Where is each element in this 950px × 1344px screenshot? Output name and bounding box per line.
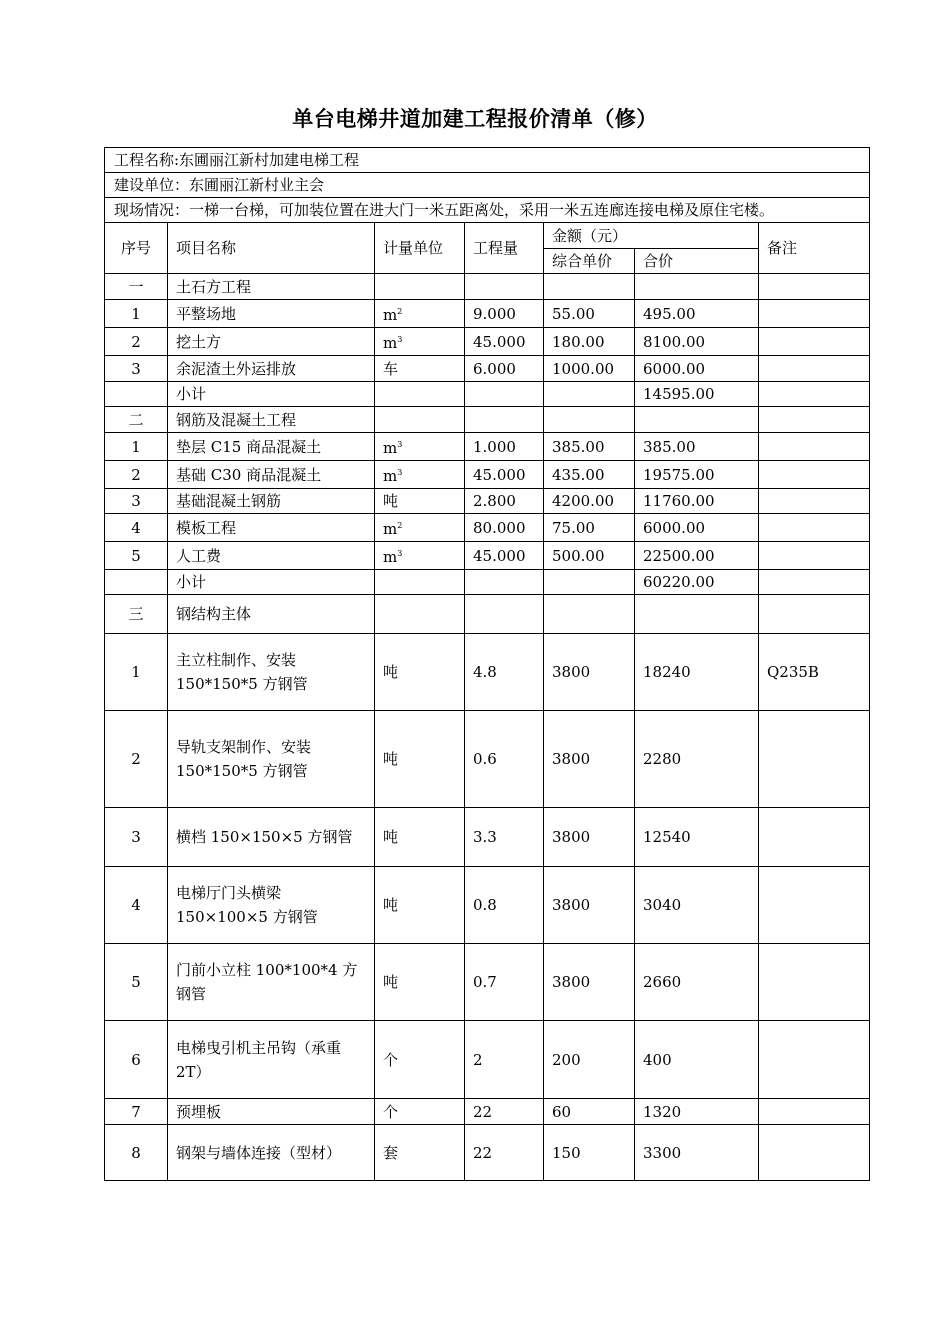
cell-unit: 个	[375, 1021, 465, 1099]
info-row-site	[105, 198, 870, 223]
cell-unit-price: 3800	[544, 808, 635, 867]
cell-unit: 套	[375, 1125, 465, 1181]
cell-seq: 三	[105, 595, 168, 634]
unit-exponent: 3	[397, 440, 403, 449]
project-name: 工程名称:东圃丽江新村加建电梯工程	[105, 148, 870, 173]
cell-remark	[759, 595, 870, 634]
info-row-project	[105, 148, 870, 173]
cell-seq: 2	[105, 461, 168, 489]
cell-seq: 一	[105, 274, 168, 300]
cell-name: 人工费	[168, 542, 375, 570]
document-title: 单台电梯井道加建工程报价清单（修）	[292, 107, 658, 131]
cell-seq: 5	[105, 542, 168, 570]
cell-name: 主立柱制作、安装150*150*5 方钢管	[168, 634, 375, 711]
cell-unit	[375, 595, 465, 634]
cell-unit-price	[544, 595, 635, 634]
cell-qty: 0.7	[465, 944, 544, 1021]
cell-total: 6000.00	[635, 356, 759, 382]
cell-qty: 45.000	[465, 461, 544, 489]
cell-unit-price: 180.00	[544, 328, 635, 356]
cell-unit	[375, 274, 465, 300]
cell-qty: 45.000	[465, 328, 544, 356]
cell-name: 平整场地	[168, 300, 375, 328]
header-qty: 工程量	[465, 223, 544, 274]
cell-unit: 吨	[375, 808, 465, 867]
table-row	[105, 433, 870, 461]
unit-base: m	[383, 520, 398, 538]
cell-unit: 吨	[375, 711, 465, 808]
header-seq: 序号	[105, 223, 168, 274]
unit-exponent: 3	[397, 549, 403, 558]
unit-base: m	[383, 306, 398, 324]
table-row	[105, 542, 870, 570]
cell-qty: 0.6	[465, 711, 544, 808]
cell-remark	[759, 356, 870, 382]
cell-total: 60220.00	[635, 570, 759, 595]
cell-total: 12540	[635, 808, 759, 867]
cell-name: 钢筋及混凝土工程	[168, 407, 375, 433]
cell-unit-price	[544, 570, 635, 595]
cell-name: 垫层 C15 商品混凝土	[168, 433, 375, 461]
cell-unit: 车	[375, 356, 465, 382]
quote-table	[104, 147, 870, 1181]
cell-remark	[759, 382, 870, 407]
cell-unit-price: 1000.00	[544, 356, 635, 382]
header-unit-price: 综合单价	[544, 249, 635, 274]
cell-total: 385.00	[635, 433, 759, 461]
cell-name: 电梯厅门头横梁 150×100×5 方钢管	[168, 867, 375, 944]
cell-remark	[759, 808, 870, 867]
cell-name: 导轨支架制作、安装150*150*5 方钢管	[168, 711, 375, 808]
cell-unit-price: 60	[544, 1099, 635, 1125]
cell-total: 495.00	[635, 300, 759, 328]
cell-unit-price	[544, 274, 635, 300]
cell-qty: 1.000	[465, 433, 544, 461]
unit-base: m	[383, 548, 398, 566]
cell-qty	[465, 382, 544, 407]
unit-exponent: 3	[397, 468, 403, 477]
cell-total: 18240	[635, 634, 759, 711]
cell-qty	[465, 407, 544, 433]
cell-unit	[375, 407, 465, 433]
cell-total: 22500.00	[635, 542, 759, 570]
cell-name: 模板工程	[168, 514, 375, 542]
cell-qty: 6.000	[465, 356, 544, 382]
cell-unit	[375, 461, 465, 489]
cell-total: 400	[635, 1021, 759, 1099]
cell-name: 基础混凝土钢筋	[168, 489, 375, 514]
cell-unit	[375, 514, 465, 542]
table-row	[105, 634, 870, 711]
cell-seq: 二	[105, 407, 168, 433]
cell-seq: 1	[105, 433, 168, 461]
cell-unit: 吨	[375, 944, 465, 1021]
cell-total	[635, 595, 759, 634]
cell-seq: 6	[105, 1021, 168, 1099]
cell-name: 基础 C30 商品混凝土	[168, 461, 375, 489]
cell-unit	[375, 382, 465, 407]
cell-remark	[759, 274, 870, 300]
cell-remark	[759, 461, 870, 489]
cell-total: 6000.00	[635, 514, 759, 542]
cell-unit-price	[544, 382, 635, 407]
cell-name: 电梯曳引机主吊钩（承重 2T）	[168, 1021, 375, 1099]
cell-unit-price: 3800	[544, 867, 635, 944]
header-unit: 计量单位	[375, 223, 465, 274]
table-row	[105, 274, 870, 300]
cell-seq: 3	[105, 356, 168, 382]
site-conditions: 现场情况：一梯一台梯，可加装位置在进大门一米五距离处，采用一米五连廊连接电梯及原住宅楼。	[105, 198, 870, 223]
cell-remark	[759, 1125, 870, 1181]
unit-base: m	[383, 467, 398, 485]
cell-remark	[759, 514, 870, 542]
table-row	[105, 944, 870, 1021]
cell-unit-price	[544, 407, 635, 433]
cell-qty: 2.800	[465, 489, 544, 514]
unit-exponent: 2	[397, 307, 403, 316]
table-row	[105, 300, 870, 328]
table-row	[105, 1021, 870, 1099]
cell-qty	[465, 595, 544, 634]
cell-remark: Q235B	[759, 634, 870, 711]
cell-seq: 7	[105, 1099, 168, 1125]
table-row	[105, 1125, 870, 1181]
cell-qty: 45.000	[465, 542, 544, 570]
cell-remark	[759, 542, 870, 570]
cell-name: 钢架与墙体连接（型材）	[168, 1125, 375, 1181]
cell-total: 3300	[635, 1125, 759, 1181]
cell-seq: 4	[105, 514, 168, 542]
unit-base: m	[383, 334, 398, 352]
unit-exponent: 2	[397, 521, 403, 530]
cell-qty: 80.000	[465, 514, 544, 542]
cell-unit-price: 3800	[544, 711, 635, 808]
cell-qty: 2	[465, 1021, 544, 1099]
header-remark: 备注	[759, 223, 870, 274]
cell-unit-price: 385.00	[544, 433, 635, 461]
table-row	[105, 570, 870, 595]
cell-total: 8100.00	[635, 328, 759, 356]
table-row	[105, 595, 870, 634]
cell-name: 挖土方	[168, 328, 375, 356]
cell-seq: 3	[105, 489, 168, 514]
cell-total	[635, 407, 759, 433]
cell-total: 14595.00	[635, 382, 759, 407]
cell-remark	[759, 570, 870, 595]
table-row	[105, 808, 870, 867]
cell-total	[635, 274, 759, 300]
cell-qty: 22	[465, 1125, 544, 1181]
cell-name: 小计	[168, 570, 375, 595]
cell-remark	[759, 489, 870, 514]
cell-qty	[465, 570, 544, 595]
cell-seq: 2	[105, 711, 168, 808]
cell-unit	[375, 300, 465, 328]
unit-exponent: 3	[397, 335, 403, 344]
cell-unit-price: 55.00	[544, 300, 635, 328]
cell-unit	[375, 570, 465, 595]
table-row	[105, 407, 870, 433]
unit-base: m	[383, 439, 398, 457]
cell-name: 预埋板	[168, 1099, 375, 1125]
table-row	[105, 514, 870, 542]
cell-seq	[105, 382, 168, 407]
table-row	[105, 867, 870, 944]
cell-unit-price: 200	[544, 1021, 635, 1099]
cell-name: 余泥渣土外运排放	[168, 356, 375, 382]
cell-seq: 4	[105, 867, 168, 944]
cell-seq: 8	[105, 1125, 168, 1181]
header-amount: 金额（元）	[544, 223, 759, 249]
cell-total: 2280	[635, 711, 759, 808]
cell-unit: 吨	[375, 489, 465, 514]
cell-unit: 吨	[375, 634, 465, 711]
cell-seq: 1	[105, 300, 168, 328]
cell-unit-price: 75.00	[544, 514, 635, 542]
table-row	[105, 489, 870, 514]
cell-name: 土石方工程	[168, 274, 375, 300]
cell-remark	[759, 300, 870, 328]
cell-unit: 个	[375, 1099, 465, 1125]
cell-remark	[759, 1099, 870, 1125]
cell-remark	[759, 944, 870, 1021]
cell-remark	[759, 1021, 870, 1099]
cell-total: 11760.00	[635, 489, 759, 514]
cell-total: 1320	[635, 1099, 759, 1125]
header-total: 合价	[635, 249, 759, 274]
cell-unit	[375, 433, 465, 461]
cell-unit-price: 4200.00	[544, 489, 635, 514]
header-row	[105, 223, 870, 249]
cell-remark	[759, 867, 870, 944]
cell-seq	[105, 570, 168, 595]
builder-unit: 建设单位：东圃丽江新村业主会	[105, 173, 870, 198]
cell-remark	[759, 711, 870, 808]
table-row	[105, 356, 870, 382]
table-row	[105, 382, 870, 407]
cell-seq: 2	[105, 328, 168, 356]
cell-total: 19575.00	[635, 461, 759, 489]
cell-unit	[375, 328, 465, 356]
cell-unit	[375, 542, 465, 570]
cell-total: 2660	[635, 944, 759, 1021]
cell-qty: 0.8	[465, 867, 544, 944]
table-row	[105, 328, 870, 356]
cell-name: 小计	[168, 382, 375, 407]
cell-unit-price: 500.00	[544, 542, 635, 570]
cell-qty: 3.3	[465, 808, 544, 867]
cell-name: 横档 150×150×5 方钢管	[168, 808, 375, 867]
cell-qty: 22	[465, 1099, 544, 1125]
cell-qty: 9.000	[465, 300, 544, 328]
cell-unit-price: 3800	[544, 634, 635, 711]
cell-name: 钢结构主体	[168, 595, 375, 634]
cell-remark	[759, 328, 870, 356]
cell-remark	[759, 407, 870, 433]
cell-total: 3040	[635, 867, 759, 944]
cell-unit-price: 150	[544, 1125, 635, 1181]
cell-unit: 吨	[375, 867, 465, 944]
cell-seq: 5	[105, 944, 168, 1021]
cell-unit-price: 435.00	[544, 461, 635, 489]
cell-seq: 3	[105, 808, 168, 867]
cell-seq: 1	[105, 634, 168, 711]
cell-qty	[465, 274, 544, 300]
table-row	[105, 461, 870, 489]
header-name: 项目名称	[168, 223, 375, 274]
cell-unit-price: 3800	[544, 944, 635, 1021]
cell-name: 门前小立柱 100*100*4 方钢管	[168, 944, 375, 1021]
table-row	[105, 711, 870, 808]
cell-remark	[759, 433, 870, 461]
info-row-builder	[105, 173, 870, 198]
cell-qty: 4.8	[465, 634, 544, 711]
table-row	[105, 1099, 870, 1125]
